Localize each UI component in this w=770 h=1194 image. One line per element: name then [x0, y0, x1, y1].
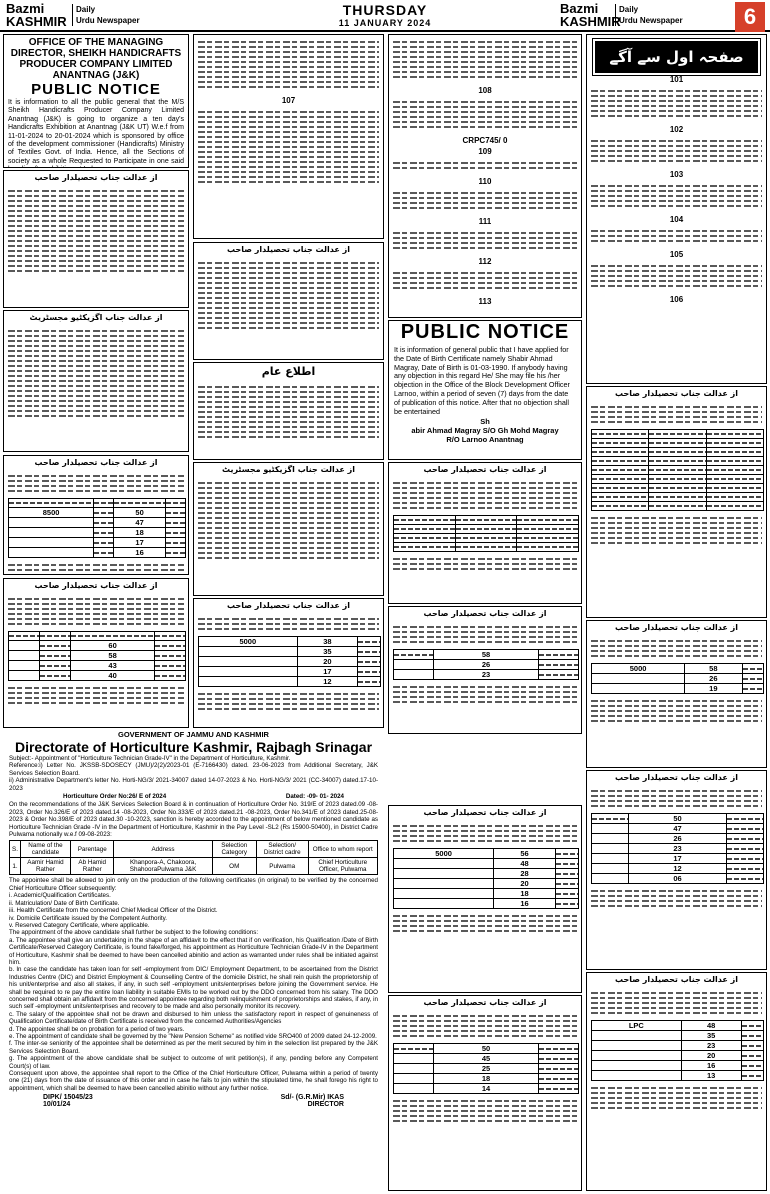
notice-heading: PUBLIC NOTICE — [31, 81, 161, 98]
news-item-number: 104 — [669, 215, 684, 224]
brand-daily: Daily — [76, 5, 96, 14]
heirs-table — [8, 498, 186, 558]
table-cell: 18 — [113, 528, 165, 538]
issue-date — [300, 2, 470, 28]
order-date: Dated: -09- 01- 2024 — [285, 793, 344, 801]
condition-item: v. Reserved Category Certificate, where applicable. — [9, 921, 150, 929]
condition-item: ii. Matriculation/ Date of Birth Certificate. — [9, 899, 120, 907]
issue-day: THURSDAY — [342, 2, 428, 18]
notice-body: It is information to all the public general that the M/S Sheikh Handicrafts Producer Company Limited Anantnag (J&K) is going to organize a ten day's Handicrafts Exhibition at Anantnag (J&K UT) W.e.f from 11-01-2024 to 20-01-2024 which is sponsored by office of the development commissioner (Handicrafts) Ministry of Textiles Govt. of India. Hence, all the Sections of society as a whole Requested to Participate in one said — [8, 99, 184, 165]
urdu-notice-heading: از عدالت جناب تحصیلدار صاحب — [34, 173, 158, 182]
condition-item: i. Academic/Qualification Certificates. — [9, 892, 111, 900]
birth-public-notice — [388, 320, 582, 460]
urdu-text-block — [587, 694, 766, 728]
notice-signatory-address: R/O Larnoo Anantnag — [446, 434, 524, 444]
table-header: Parentage — [70, 841, 114, 858]
table-cell: 12 — [297, 677, 358, 687]
news-item-number: 101 — [669, 75, 684, 84]
urdu-text-block — [194, 476, 383, 565]
urdu-text-block — [587, 259, 766, 293]
table-cell: 47 — [113, 518, 165, 528]
table-header: S. — [10, 841, 21, 858]
table-cell: 16 — [681, 1061, 741, 1071]
table-cell: 28 — [494, 869, 556, 879]
urdu-text-block — [389, 620, 581, 649]
urdu-notice-heading: از عدالت جناب اگزیکٹیو مجسٹریٹ — [29, 313, 163, 322]
table-cell: 48 — [681, 1021, 741, 1031]
urdu-notice-heading: از عدالت جناب تحصیلدار صاحب — [34, 458, 158, 467]
table-header: Name of the candidate — [20, 841, 70, 858]
table-cell: 18 — [494, 889, 556, 899]
urdu-text-block — [587, 1081, 766, 1115]
brand-subtitle-right — [615, 4, 683, 26]
heirs-table — [393, 649, 579, 680]
urdu-text-block — [194, 35, 383, 94]
table-cell: 17 — [113, 538, 165, 548]
urdu-notice-col2-table — [193, 598, 384, 728]
sheikh-public-notice — [3, 34, 189, 168]
section-banner: صفحہ اول سے آگے — [595, 41, 758, 73]
urdu-text-block — [587, 634, 766, 663]
urdu-notice-col3-table3 — [388, 805, 582, 993]
heirs-table — [8, 631, 186, 681]
table-cell: LPC — [592, 1021, 682, 1031]
order-number: Horticulture Order No:26/ E of 2024 — [63, 793, 167, 801]
news-item-number: 106 — [669, 295, 684, 304]
notice-signatory-prefix: Sh — [480, 417, 490, 427]
heirs-table — [591, 813, 764, 884]
condition-item: a. The appointee shall give an undertaking in the shape of an affidavit to the effect that if on verification, his Qualification /Date of Birth Certificate/Reserved Category Certificate, is found fake/forged, his appointment as Horticulture Technician Grade-IV in the Department of Horticulture, Kashmir shall be deemed to have been cancelled abinitio and action as warranted under rules shall be initiated against him. — [9, 936, 378, 966]
table-cell: 35 — [297, 647, 358, 657]
condition-item: g. The appointment of the above candidate shall be subject to outcome of writ petition(s), if any, pending before any Competent Court(s) of law. — [9, 1055, 378, 1070]
heirs-table — [393, 515, 579, 552]
urdu-notice-col3-table — [388, 462, 582, 604]
urdu-notice-heading: از عدالت جناب تحصیلدار صاحب — [615, 389, 738, 398]
table-cell: 23 — [433, 670, 539, 680]
table-cell: 58 — [685, 664, 742, 674]
table-cell: 5000 — [199, 637, 298, 647]
table-cell: OM — [212, 858, 256, 875]
urdu-news-col2-a — [193, 34, 384, 239]
table-cell: 14 — [433, 1084, 539, 1094]
urdu-notice-heading: از عدالت جناب تحصیلدار صاحب — [423, 609, 547, 618]
order-body: On the recommendations of the J&K Services Selection Board & in continuation of Horticulture Order No. 319/E of 2023 dated.09 -08-2023, Order No.326/E of 2023 dated.14 -08-2023, Order No.333/E of 2023 dated.21 -08-2023, Order No.341/E of 2023 dated.25-08-2023 & Order No.398/E of 2023 dated.30 -10-2023, sanction is hereby accorded to the appointment of below mentioned candidate as Horticulture Technician Grade -IV in the Department of Horticulture, Kashmir in the Pay Level -SL2 (Rs 15900-50400), in District Cadre Pulwama notionally w.e.f 09-08-2023: — [9, 801, 378, 839]
urdu-notice-col2-b — [193, 242, 384, 360]
urdu-notice-col3-table4 — [388, 995, 582, 1191]
news-item-number: 112 — [478, 257, 492, 266]
news-item-number: 108 — [478, 86, 492, 95]
urdu-text-block — [587, 84, 766, 123]
table-cell: 20 — [494, 879, 556, 889]
masthead — [0, 0, 770, 32]
urdu-text-block — [587, 179, 766, 213]
order-reference-1: Reference:i) Letter No. JKSSB-SDOSECY (JMU)/2(2)/2023-01 (E-7166430) dated. 23-06-2023 from Additional Secretary, J&K Services Selection Board. — [9, 762, 378, 777]
table-cell: 26 — [628, 834, 726, 844]
table-cell: 38 — [297, 637, 358, 647]
table-cell: 23 — [628, 844, 726, 854]
table-cell: 26 — [433, 660, 539, 670]
table-cell: 16 — [494, 899, 556, 909]
urdu-text-block — [389, 186, 581, 215]
table-cell: 17 — [297, 667, 358, 677]
urdu-notice-col1-table2 — [3, 578, 189, 728]
urdu-notice-col2-c — [193, 462, 384, 596]
ad-heading: اطلاع عام — [261, 365, 316, 378]
condition-item: iii. Health Certificate from the concerned Chief Medical Officer of the District. — [9, 907, 218, 915]
table-cell: 45 — [433, 1054, 539, 1064]
brand-daily-right: Daily — [619, 5, 639, 14]
brand-logo-right — [560, 2, 621, 28]
urdu-text-block — [389, 35, 581, 84]
brand-name: Bazmi — [6, 1, 45, 16]
brand-newspaper: Urdu Newspaper — [76, 16, 140, 25]
notice-signatory: abir Ahmad Magray S/O Gh Mohd Magray — [411, 426, 559, 436]
news-item-number: 105 — [669, 250, 684, 259]
table-cell: Chief Horticulture Officer, Pulwama — [308, 858, 378, 875]
brand-newspaper-right: Urdu Newspaper — [619, 16, 683, 25]
urdu-text-block — [4, 184, 188, 278]
urdu-notice-col4-b — [586, 620, 767, 768]
table-header: Selection Category — [212, 841, 256, 858]
urdu-text-block — [194, 380, 383, 444]
urdu-text-block — [4, 592, 188, 631]
condition-item: The appointment of the above candidate shall further be subject to the following conditions: — [9, 929, 259, 937]
table-header: Selection/ District cadre — [256, 841, 308, 858]
condition-item: f. The inter-se seniority of the appointee shall be determined as per the merit secured by him in the selection list prepared by the J&K Services Selection Board. — [9, 1040, 378, 1055]
table-cell: 47 — [628, 824, 726, 834]
table-cell: 17 — [628, 854, 726, 864]
heirs-table — [591, 663, 764, 694]
urdu-text-block — [389, 909, 581, 938]
condition-item: c. The salary of the appointee shall not be drawn and disbursed to him unless the satisfactory report in respect of genuineness of Qualification Certificate/date of Birth Certificate is received from the concerned Authorities/Agencies — [9, 1010, 378, 1026]
table-cell: 56 — [494, 849, 556, 859]
urdu-notice-heading: از عدالت جناب تحصیلدار صاحب — [615, 623, 738, 632]
heirs-table — [591, 429, 764, 511]
urdu-notice-heading: از عدالت جناب اگزیکٹیو مجسٹریٹ — [221, 465, 355, 474]
urdu-text-block — [587, 224, 766, 248]
table-cell: 23 — [681, 1041, 741, 1051]
order-reference-2: ii) Administrative Department's letter No. Horti-NG/3/ 2021-34007 dated 14-07-2023 & No. Horti-NG/3/ 2021 (CC-34007) dated.17-10-2023 — [9, 777, 378, 792]
table-cell: 18 — [433, 1074, 539, 1084]
order-conditions — [3, 877, 384, 1092]
news-item-number: 102 — [669, 125, 684, 134]
notice-heading: PUBLIC NOTICE — [400, 321, 570, 343]
urdu-text-block — [194, 612, 383, 636]
brand-region-right: KASHMIR — [560, 14, 621, 29]
condition-item: The appointee shall be allowed to join only on the production of the following certificates (in original) to be verified by the concerned Chief Horticulture Officer subsequently: — [9, 877, 378, 892]
urdu-text-block — [4, 324, 188, 423]
issue-date-text: 11 JANUARY 2024 — [338, 18, 432, 28]
urdu-text-block — [587, 986, 766, 1020]
government-title: GOVERNMENT OF JAMMU AND KASHMIR — [118, 730, 269, 739]
urdu-notice-heading: از عدالت جناب تحصیلدار صاحب — [227, 601, 350, 610]
urdu-notice-heading: از عدالت جناب تحصیلدار صاحب — [615, 773, 738, 782]
urdu-text-block — [389, 552, 581, 576]
appointment-table — [9, 840, 378, 875]
urdu-text-block — [194, 105, 383, 189]
urdu-text-block — [587, 884, 766, 913]
urdu-text-block — [389, 266, 581, 295]
news-item-number: 113 — [478, 297, 492, 306]
table-cell: 20 — [297, 657, 358, 667]
table-cell: 12 — [628, 864, 726, 874]
table-cell: 5000 — [592, 664, 685, 674]
brand-subtitle-left — [72, 4, 140, 26]
urdu-text-block — [587, 511, 766, 550]
table-cell: 06 — [628, 874, 726, 884]
table-cell: 40 — [71, 671, 154, 681]
urdu-text-block — [4, 469, 188, 498]
news-item-number: 107 — [281, 96, 296, 105]
horticulture-order — [3, 730, 384, 1191]
urdu-news-col3 — [388, 34, 582, 318]
urdu-notice-col1-a — [3, 170, 189, 308]
heirs-table — [591, 1020, 764, 1081]
urdu-text-block — [389, 1009, 581, 1043]
table-cell: 8500 — [9, 508, 94, 518]
table-cell: 58 — [71, 651, 154, 661]
urdu-text-block — [389, 680, 581, 709]
brand-name-right: Bazmi — [560, 1, 599, 16]
urdu-text-block — [389, 95, 581, 134]
urdu-text-block — [4, 681, 188, 710]
table-cell: 43 — [71, 661, 154, 671]
table-cell: 25 — [433, 1064, 539, 1074]
urdu-text-block — [389, 1094, 581, 1128]
urdu-text-block — [587, 400, 766, 429]
urdu-text-block — [389, 819, 581, 848]
table-header: Office to whom report — [308, 841, 378, 858]
heirs-table — [198, 636, 381, 687]
urdu-text-block — [4, 558, 188, 575]
director-signature: Sd/- (G.R.Mir) IKAS — [280, 1094, 344, 1102]
news-item-number: 110 — [478, 177, 492, 186]
table-cell: Khanpora-A, Chakoora, ShahooraPulwama J&K — [114, 858, 212, 875]
urdu-notice-heading: از عدالت جناب تحصیلدار صاحب — [615, 975, 738, 984]
urdu-notice-heading: از عدالت جناب تحصیلدار صاحب — [227, 245, 350, 254]
urdu-text-block — [389, 226, 581, 255]
notice-org-title: OFFICE OF THE MANAGING DIRECTOR, SHEIKH HANDICRAFTS PRODUCER COMPANY LIMITED ANANTNAG (J&K) — [10, 37, 182, 81]
urdu-notice-col1-table — [3, 455, 189, 575]
table-header: Address — [114, 841, 212, 858]
front-page-continued — [586, 34, 767, 384]
condition-item: e. The appointment of candidate shall be governed by the "New Pension Scheme" as notified vide SRO400 of 2009 dated 24-12-2009. — [9, 1033, 377, 1040]
directorate-title: Directorate of Horticulture Kashmir, Rajbagh Srinagar — [14, 739, 373, 755]
table-cell: 13 — [681, 1071, 741, 1081]
table-cell: 5000 — [394, 849, 494, 859]
dipk-number: DIPK/ 15045/23 — [43, 1094, 93, 1102]
table-cell: Pulwama — [256, 858, 308, 875]
case-reference: CRPC745/ 0 — [462, 136, 508, 145]
notice-body: It is information of general public that I have applied for the Date of Birth Certificate namely Shabir Ahmad Magray, Date of Birth is 01-03-1990. If anybody having any objection in this regard He/ She may file his /her objection in the Office of the Block Development Officer Larnoo, within a period of seven (7) days from the date of publication of this notice. After that no objection shall be entertained — [394, 345, 570, 416]
urdu-text-block — [587, 784, 766, 813]
urdu-notice-col3-table2 — [388, 606, 582, 734]
table-cell: 20 — [681, 1051, 741, 1061]
table-cell: 50 — [433, 1044, 539, 1054]
dipk-date: 10/01/24 — [43, 1101, 71, 1109]
director-title: DIRECTOR — [307, 1101, 344, 1109]
table-cell: Ab Hamid Rather — [70, 858, 114, 875]
table-cell: 35 — [681, 1031, 741, 1041]
urdu-text-block — [194, 687, 383, 716]
table-cell: 58 — [433, 650, 539, 660]
urdu-text-block — [389, 156, 581, 175]
table-cell: 1. — [10, 858, 21, 875]
table-cell: 19 — [685, 684, 742, 694]
urdu-text-block — [587, 134, 766, 168]
news-item-number: 109 — [478, 147, 492, 156]
brand-logo-left — [6, 2, 67, 28]
urdu-text-block — [194, 256, 383, 335]
condition-item: b. In case the candidate has taken loan for self -employment from DIC/ Employment Department, to be ascertained from the District Industries Centre (DIC) and District Employment & Counselling Centre of the domicile District, he shall rein quish the proprietorship of his unit/enterprise and also all stakes, if any, in such self -employment units/enterprises before joining the Government service. He shall be required to re pay the entire loan liability in suitable EMIs to be worked out by the DDO concerned from his salary. The DDO concerned shall obtain an affidavit from the concerned appointee regarding both relinquishment of proprietorships and stakes, if any, in such self -employment units/enterprises and recovery to be made and also personally monitor its recovery. — [9, 966, 378, 1011]
urdu-notice-col4-d — [586, 972, 767, 1191]
heirs-table — [393, 848, 579, 909]
table-cell: 16 — [113, 548, 165, 558]
brand-region: KASHMIR — [6, 14, 67, 29]
urdu-notice-heading: از عدالت جناب تحصیلدار صاحب — [34, 581, 158, 590]
news-item-number: 111 — [478, 217, 492, 226]
urdu-ishtehar-aam — [193, 362, 384, 460]
urdu-notice-col4-a — [586, 386, 767, 618]
urdu-notice-col4-c — [586, 770, 767, 970]
table-cell: 50 — [628, 814, 726, 824]
condition-item: Consequent upon above, the appointee shall report to the Office of the Chief Horticulture Officer, Pulwama within a period of twenty one (21) days from the date of issuance of this order and in case he fails to join within the stipulated time, he shall forego his right to appointment, which shall be deemed to have been cancelled abinitio without any further notice. — [9, 1070, 378, 1092]
table-cell: 26 — [685, 674, 742, 684]
heirs-table — [393, 1043, 579, 1094]
urdu-notice-heading: از عدالت جناب تحصیلدار صاحب — [423, 998, 547, 1007]
page-number-badge: 6 — [735, 2, 765, 32]
news-item-number: 103 — [669, 170, 684, 179]
table-cell: 48 — [494, 859, 556, 869]
urdu-notice-heading: از عدالت جناب تحصیلدار صاحب — [423, 465, 547, 474]
table-cell: Aamir Hamid Rather — [20, 858, 70, 875]
table-cell: 50 — [113, 508, 165, 518]
urdu-notice-col1-b — [3, 310, 189, 452]
condition-item: d. The appointee shall be on probation for a period of two years. — [9, 1025, 185, 1033]
table-cell: 60 — [71, 641, 154, 651]
urdu-text-block — [389, 476, 581, 515]
urdu-notice-heading: از عدالت جناب تحصیلدار صاحب — [423, 808, 547, 817]
order-subject: Subject:- Appointment of "Horticulture Technician Grade-IV" in the Department of Horticulture, Kashmir. — [9, 755, 291, 762]
condition-item: iv. Domicile Certificate issued by the Competent Authority. — [9, 914, 167, 922]
